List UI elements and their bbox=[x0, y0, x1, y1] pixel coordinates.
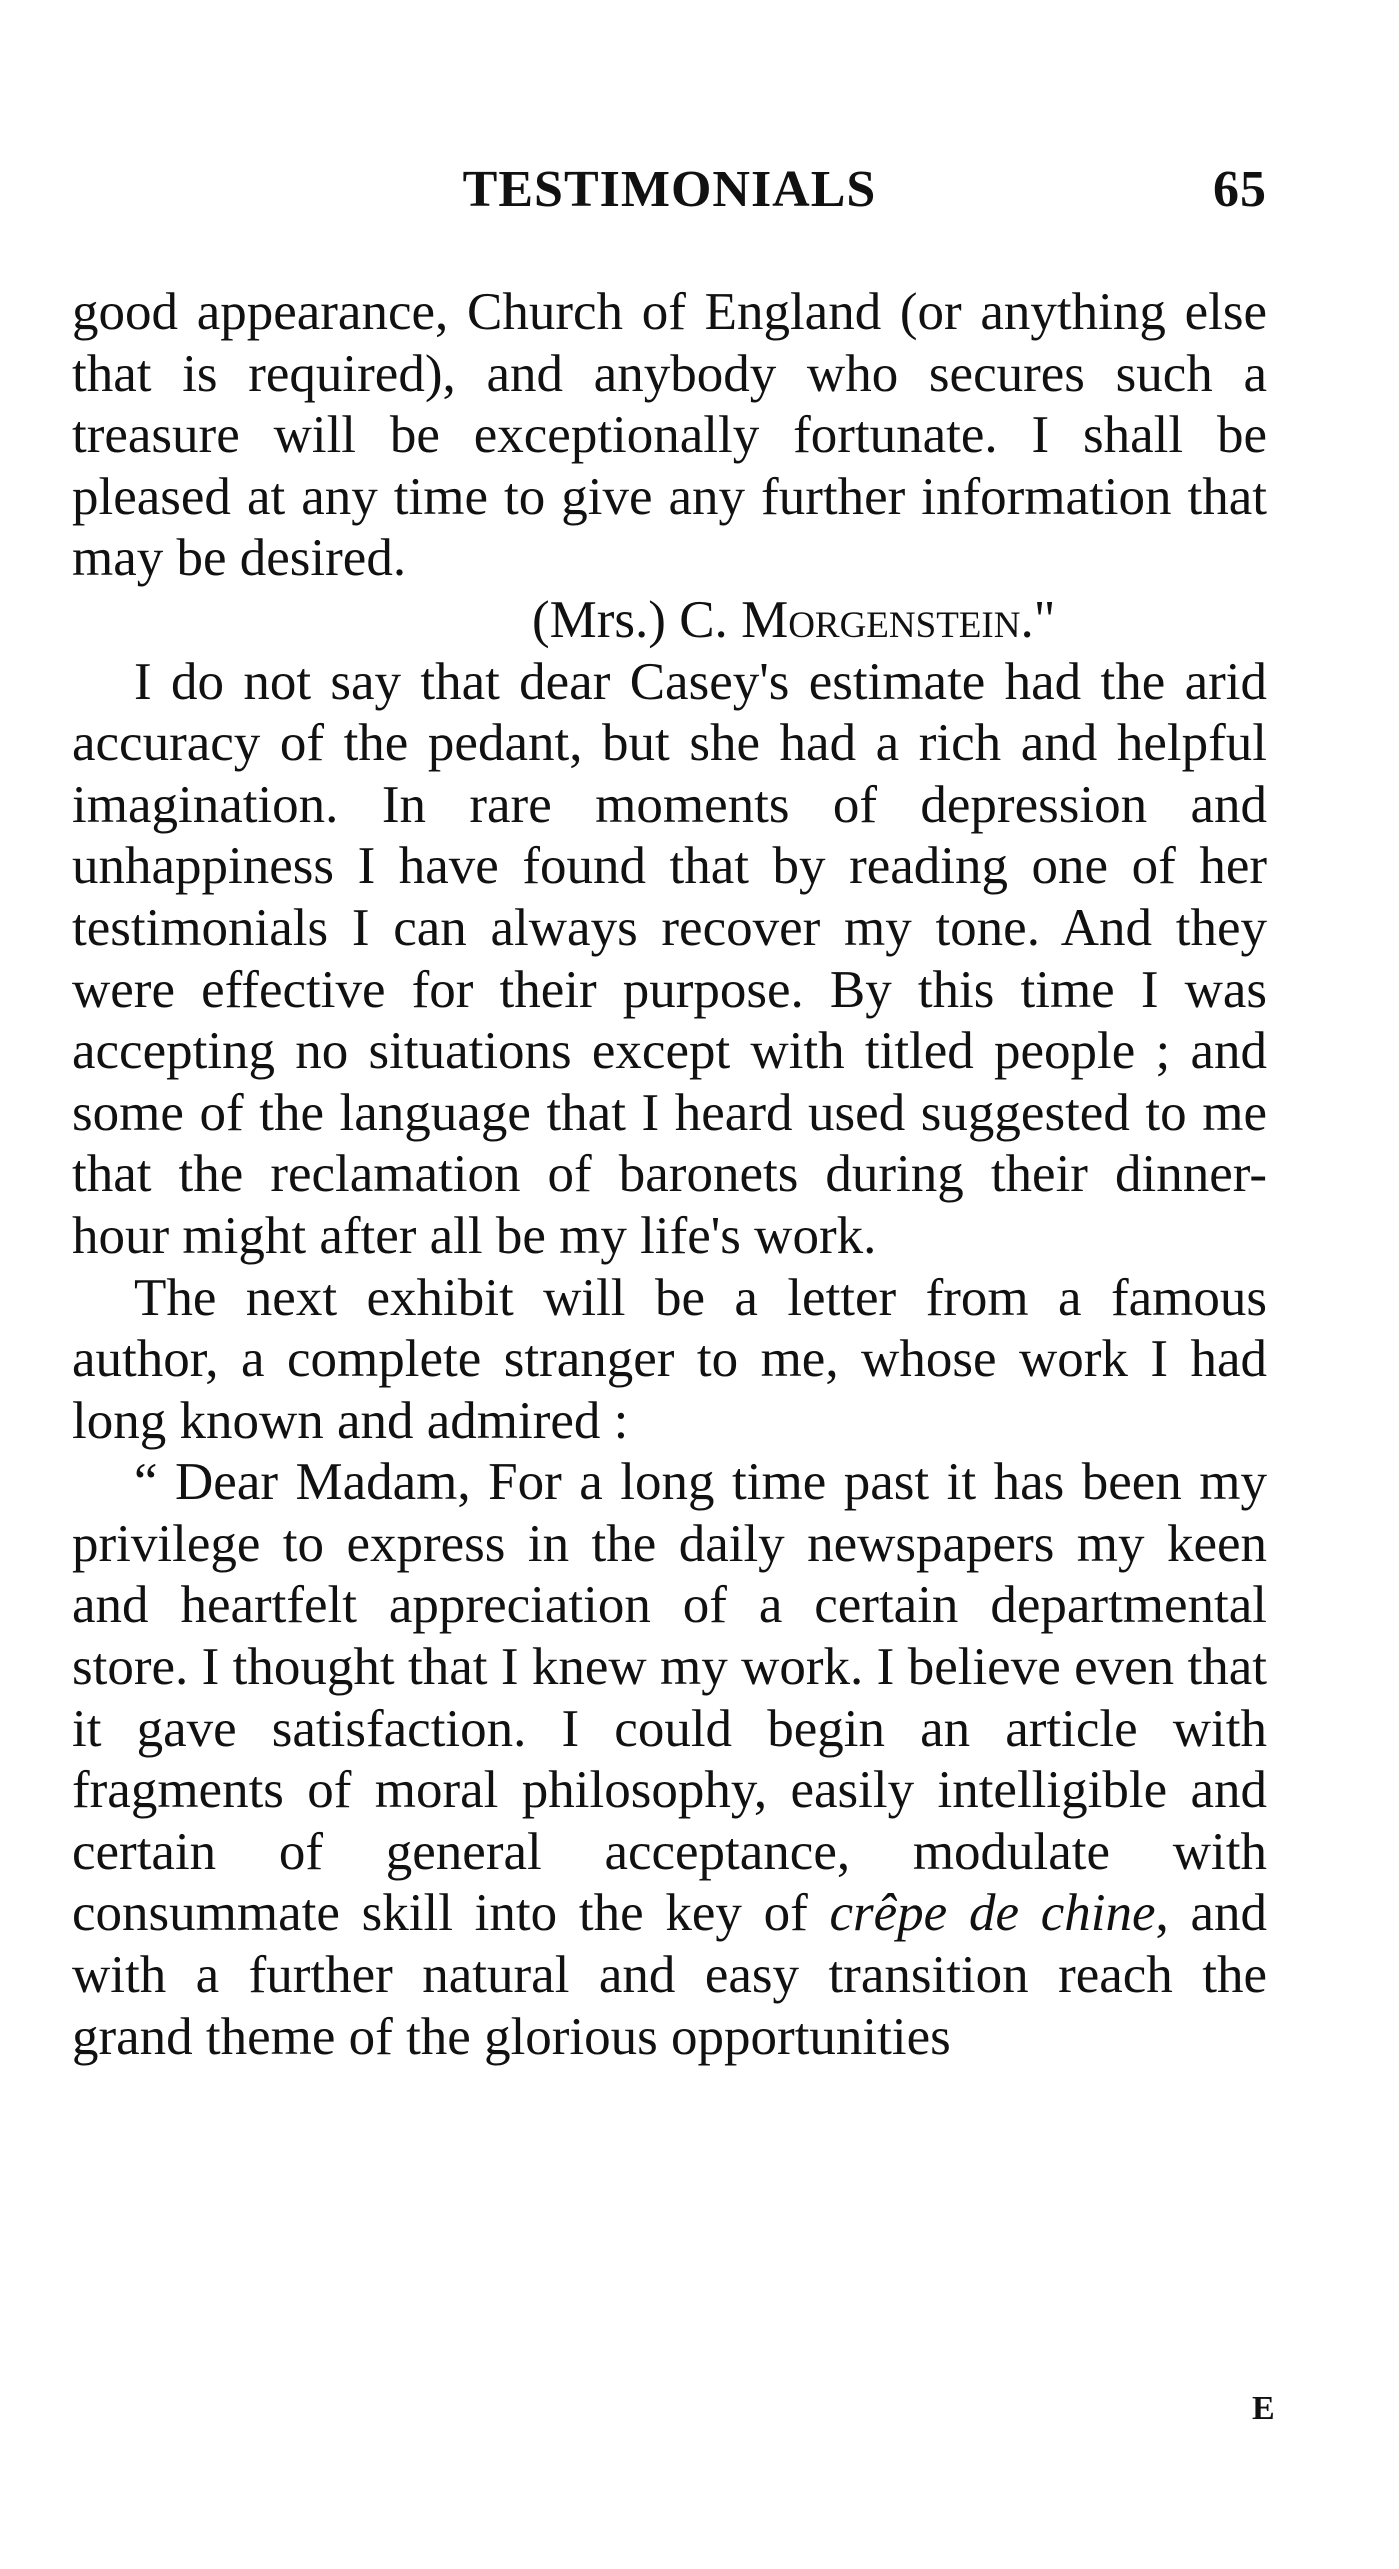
signature-name: Morgenstein bbox=[741, 590, 1021, 649]
running-head bbox=[72, 160, 1267, 230]
paragraph-next-exhibit: The next exhibit will be a letter from a famous author, a complete stranger to me, whose work I had long known and admired : bbox=[72, 1268, 1267, 1450]
paragraph-casey: I do not say that dear Casey's estimate had the arid accuracy of the pedant, but she had a rich and helpful imagination. In rare moments of depression and unhappiness I have found that by reading one of her testimonials I can always recover my tone. And they were effective for their purpose. By this time I was accepting no situations except with titled people ; and some of the language that I heard used suggested to me that the reclamation of baronets during their dinner-hour might after all be my life's work. bbox=[72, 652, 1267, 1265]
body-text bbox=[72, 282, 1267, 2068]
chapter-title: TESTIMONIALS bbox=[462, 161, 877, 218]
letter-italic-phrase: crêpe de chine bbox=[829, 1884, 1156, 1943]
paragraph-continued: good appearance, Church of England (or anything else that is required), and anybody who secures such a treasure will be exceptionally fortunate. I shall be pleased at any time to give any further information that may be desired. bbox=[72, 283, 1267, 588]
letter-text-start: “ Dear Madam, For a long time past it has been my privilege to express in the daily newspapers my keen and heartfelt appreciation of a certain departmental store. I thought that I knew my work. I believe even that it gave satisfaction. I could begin an article with fragments of moral philosophy, easily intelligible and certain of general acceptance, modulate with consummate skill into the key of bbox=[72, 1453, 1267, 1943]
letter-signature bbox=[72, 590, 1267, 652]
signature-mark: E bbox=[1252, 2390, 1275, 2427]
page-number: 65 bbox=[1213, 161, 1267, 218]
signature-prefix: (Mrs.) C. bbox=[532, 590, 742, 649]
paragraph-letter bbox=[72, 1452, 1267, 2068]
signature-suffix: ." bbox=[1020, 590, 1056, 649]
letter-text-end: , and with a further natural and easy transition reach the grand theme of the glorious opportunities bbox=[72, 1884, 1267, 2066]
